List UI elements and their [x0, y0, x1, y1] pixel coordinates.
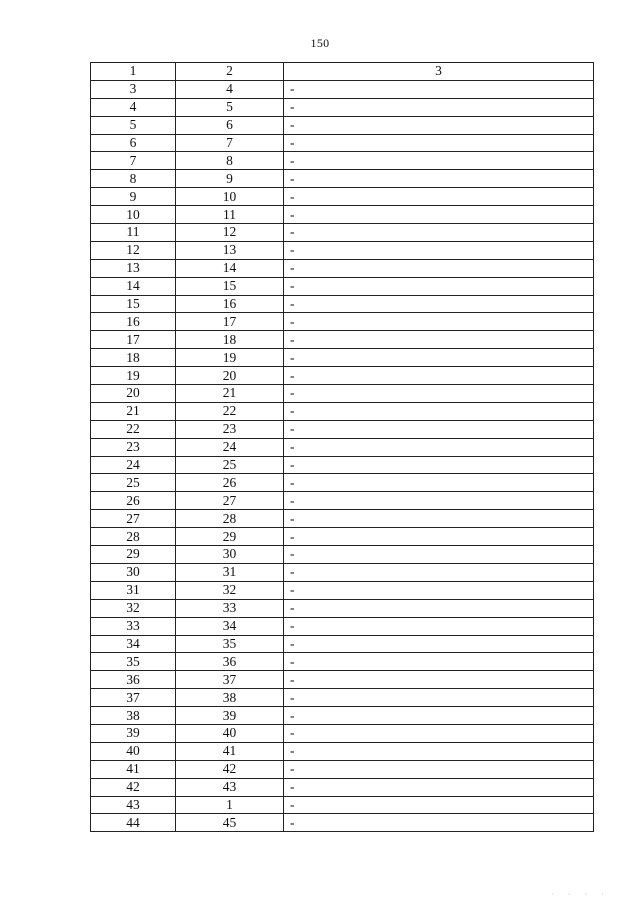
table-cell-col-1: 12 [91, 241, 176, 259]
table-cell-col-1: 26 [91, 492, 176, 510]
table-row [91, 671, 594, 689]
table-cell-col-3: - [284, 546, 594, 564]
table-cell-col-3: - [284, 224, 594, 242]
table-cell-col-1: 22 [91, 420, 176, 438]
table-cell-col-3: - [284, 796, 594, 814]
table-row [91, 420, 594, 438]
table-cell-col-3: - [284, 402, 594, 420]
table-cell-col-3: - [284, 152, 594, 170]
table-row [91, 188, 594, 206]
table-cell-col-2: 10 [176, 188, 284, 206]
table-row [91, 277, 594, 295]
table-cell-col-2: 7 [176, 134, 284, 152]
table-row [91, 635, 594, 653]
table-row [91, 98, 594, 116]
table-cell-col-3: - [284, 349, 594, 367]
table-cell-col-3: - [284, 241, 594, 259]
table-cell-col-3: - [284, 617, 594, 635]
table-cell-col-2: 5 [176, 98, 284, 116]
table-cell-col-3: - [284, 635, 594, 653]
table-cell-col-3: - [284, 778, 594, 796]
table-cell-col-2: 26 [176, 474, 284, 492]
table-cell-col-2: 6 [176, 116, 284, 134]
table-cell-col-3: - [284, 420, 594, 438]
table-row [91, 510, 594, 528]
table-row [91, 581, 594, 599]
column-header-3: 3 [284, 63, 594, 81]
table-cell-col-1: 19 [91, 367, 176, 385]
table-cell-col-3: - [284, 295, 594, 313]
table-cell-col-2: 40 [176, 724, 284, 742]
column-header-2: 2 [176, 63, 284, 81]
table-cell-col-3: - [284, 581, 594, 599]
table-row [91, 528, 594, 546]
table-row [91, 224, 594, 242]
table-row [91, 796, 594, 814]
table-cell-col-2: 23 [176, 420, 284, 438]
table-cell-col-2: 42 [176, 760, 284, 778]
table-row [91, 259, 594, 277]
table-cell-col-1: 9 [91, 188, 176, 206]
table-cell-col-2: 29 [176, 528, 284, 546]
table-row [91, 742, 594, 760]
table-cell-col-2: 38 [176, 689, 284, 707]
table-cell-col-1: 37 [91, 689, 176, 707]
table-cell-col-3: - [284, 474, 594, 492]
table-cell-col-3: - [284, 367, 594, 385]
table-cell-col-3: - [284, 80, 594, 98]
table-cell-col-1: 39 [91, 724, 176, 742]
table-cell-col-3: - [284, 259, 594, 277]
table-cell-col-3: - [284, 385, 594, 403]
table-row [91, 724, 594, 742]
table-cell-col-1: 36 [91, 671, 176, 689]
table-cell-col-2: 41 [176, 742, 284, 760]
table-cell-col-1: 11 [91, 224, 176, 242]
table-row [91, 367, 594, 385]
table-cell-col-2: 9 [176, 170, 284, 188]
table-cell-col-3: - [284, 438, 594, 456]
table-cell-col-3: - [284, 134, 594, 152]
table-row [91, 170, 594, 188]
table-cell-col-1: 4 [91, 98, 176, 116]
table-cell-col-2: 19 [176, 349, 284, 367]
table-cell-col-1: 10 [91, 206, 176, 224]
table-cell-col-3: - [284, 528, 594, 546]
table-cell-col-2: 14 [176, 259, 284, 277]
table-row [91, 474, 594, 492]
table-body [91, 80, 594, 831]
table-row [91, 331, 594, 349]
table-cell-col-2: 39 [176, 707, 284, 725]
table-cell-col-3: - [284, 653, 594, 671]
table-cell-col-1: 41 [91, 760, 176, 778]
table-cell-col-3: - [284, 599, 594, 617]
table-cell-col-2: 13 [176, 241, 284, 259]
table-row [91, 349, 594, 367]
table-cell-col-1: 14 [91, 277, 176, 295]
table-cell-col-2: 31 [176, 563, 284, 581]
table-cell-col-2: 30 [176, 546, 284, 564]
table-cell-col-3: - [284, 170, 594, 188]
table-row [91, 546, 594, 564]
data-table [90, 62, 594, 832]
table-cell-col-2: 4 [176, 80, 284, 98]
table-cell-col-1: 30 [91, 563, 176, 581]
table-cell-col-2: 25 [176, 456, 284, 474]
table-cell-col-3: - [284, 814, 594, 832]
table-cell-col-1: 5 [91, 116, 176, 134]
table-cell-col-2: 43 [176, 778, 284, 796]
table-row [91, 456, 594, 474]
table-cell-col-3: - [284, 331, 594, 349]
table-cell-col-2: 11 [176, 206, 284, 224]
table-cell-col-1: 6 [91, 134, 176, 152]
table-row [91, 152, 594, 170]
table-cell-col-2: 34 [176, 617, 284, 635]
table-cell-col-1: 23 [91, 438, 176, 456]
table-cell-col-2: 35 [176, 635, 284, 653]
table-cell-col-3: - [284, 116, 594, 134]
table-cell-col-1: 27 [91, 510, 176, 528]
table-cell-col-1: 44 [91, 814, 176, 832]
table-cell-col-2: 21 [176, 385, 284, 403]
table-cell-col-3: - [284, 313, 594, 331]
table-cell-col-2: 27 [176, 492, 284, 510]
table-row [91, 689, 594, 707]
table-cell-col-3: - [284, 510, 594, 528]
table-cell-col-1: 21 [91, 402, 176, 420]
table-cell-col-3: - [284, 724, 594, 742]
table-cell-col-1: 29 [91, 546, 176, 564]
table-cell-col-2: 17 [176, 313, 284, 331]
table-cell-col-3: - [284, 188, 594, 206]
table-cell-col-3: - [284, 760, 594, 778]
table-row [91, 653, 594, 671]
table-cell-col-1: 20 [91, 385, 176, 403]
table-row [91, 617, 594, 635]
column-header-1: 1 [91, 63, 176, 81]
table-cell-col-3: - [284, 671, 594, 689]
table-cell-col-1: 25 [91, 474, 176, 492]
table-cell-col-3: - [284, 707, 594, 725]
table-cell-col-2: 20 [176, 367, 284, 385]
table-cell-col-1: 38 [91, 707, 176, 725]
table-row [91, 385, 594, 403]
table-cell-col-2: 16 [176, 295, 284, 313]
table-row [91, 492, 594, 510]
table-cell-col-2: 32 [176, 581, 284, 599]
table-cell-col-3: - [284, 206, 594, 224]
table-row [91, 80, 594, 98]
table-cell-col-1: 35 [91, 653, 176, 671]
table-row [91, 438, 594, 456]
table-cell-col-1: 31 [91, 581, 176, 599]
table-cell-col-2: 18 [176, 331, 284, 349]
table-row [91, 814, 594, 832]
table-cell-col-2: 37 [176, 671, 284, 689]
table-row [91, 134, 594, 152]
table-cell-col-1: 40 [91, 742, 176, 760]
header-row [91, 63, 594, 81]
table-cell-col-1: 3 [91, 80, 176, 98]
table-cell-col-1: 8 [91, 170, 176, 188]
table-cell-col-1: 33 [91, 617, 176, 635]
table-cell-col-3: - [284, 98, 594, 116]
table-cell-col-2: 45 [176, 814, 284, 832]
scan-artifact-marks: ⋅ ⋅ ⋅ ⋅ [551, 890, 610, 899]
table-row [91, 778, 594, 796]
table-cell-col-1: 32 [91, 599, 176, 617]
table-cell-col-1: 13 [91, 259, 176, 277]
table-row [91, 707, 594, 725]
table-cell-col-1: 42 [91, 778, 176, 796]
table-row [91, 760, 594, 778]
table-row [91, 599, 594, 617]
table-cell-col-1: 17 [91, 331, 176, 349]
table-cell-col-2: 15 [176, 277, 284, 295]
table-cell-col-3: - [284, 456, 594, 474]
table-cell-col-3: - [284, 277, 594, 295]
table-cell-col-3: - [284, 492, 594, 510]
table-row [91, 241, 594, 259]
table-cell-col-2: 22 [176, 402, 284, 420]
table-cell-col-2: 24 [176, 438, 284, 456]
table-cell-col-1: 15 [91, 295, 176, 313]
table-cell-col-3: - [284, 742, 594, 760]
table-cell-col-3: - [284, 563, 594, 581]
table-cell-col-1: 7 [91, 152, 176, 170]
table-cell-col-3: - [284, 689, 594, 707]
table-cell-col-1: 34 [91, 635, 176, 653]
table-cell-col-2: 12 [176, 224, 284, 242]
table-row [91, 206, 594, 224]
table-cell-col-1: 28 [91, 528, 176, 546]
table-cell-col-2: 33 [176, 599, 284, 617]
table-row [91, 563, 594, 581]
table-cell-col-2: 1 [176, 796, 284, 814]
table-row [91, 313, 594, 331]
table-cell-col-2: 28 [176, 510, 284, 528]
table-row [91, 295, 594, 313]
table-cell-col-1: 24 [91, 456, 176, 474]
page-number: 150 [310, 36, 330, 50]
table-cell-col-1: 16 [91, 313, 176, 331]
table-row [91, 402, 594, 420]
table-cell-col-2: 8 [176, 152, 284, 170]
table-cell-col-2: 36 [176, 653, 284, 671]
table-header [91, 63, 594, 81]
table-cell-col-1: 43 [91, 796, 176, 814]
table-cell-col-1: 18 [91, 349, 176, 367]
table-row [91, 116, 594, 134]
